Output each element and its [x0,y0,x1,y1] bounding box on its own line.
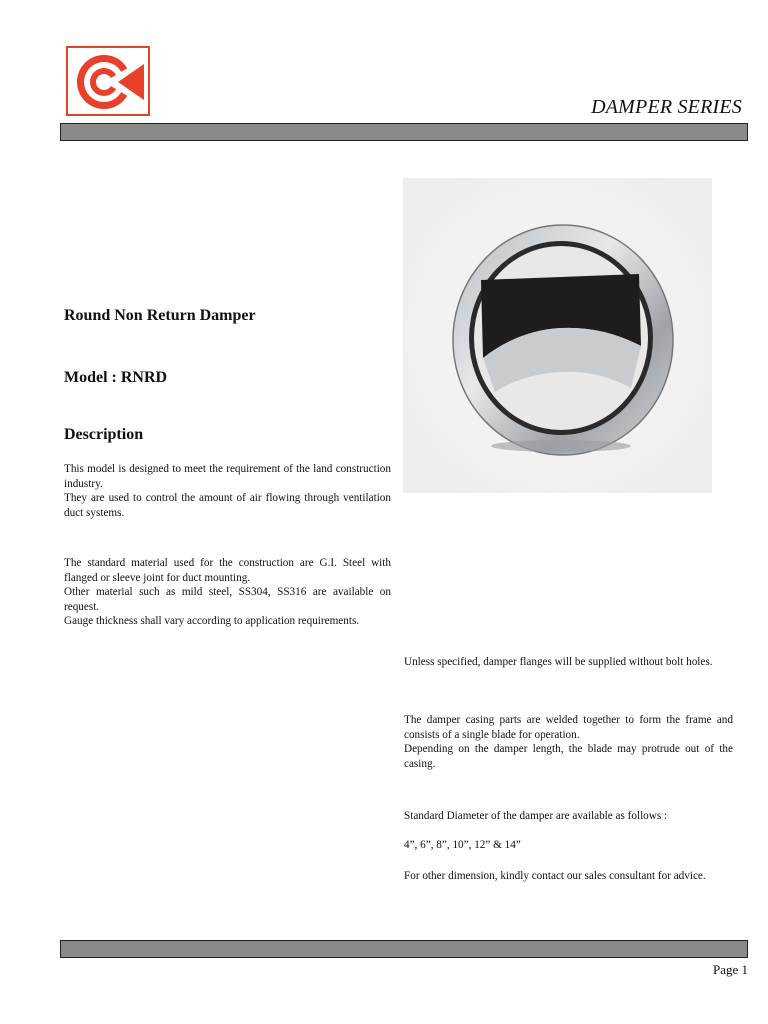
model-label: Model : RNRD [64,369,168,386]
flange-text: Unless specified, damper flanges will be supplied without bolt holes. [404,656,713,668]
casing-text: The damper casing parts are welded together to form the frame and consists of a single blade for operation. [404,714,733,741]
diameter-list [404,838,733,853]
round-damper-photo [403,178,712,493]
diameter-list-text: 4”, 6”, 8”, 10”, 12” & 14” [404,839,521,851]
diameter-intro [404,809,733,824]
series-title: DAMPER SERIES [591,96,742,118]
material-text: Other material such as mild steel, SS304, SS316 are available on request. [64,586,391,613]
casing-paragraph [404,713,733,771]
page-number: Page 1 [712,962,748,977]
material-text: Gauge thickness shall vary according to application requirements. [64,615,360,628]
casing-text: Depending on the damper length, the blade may protrude out of the casing. [404,743,733,770]
description-heading: Description [64,426,144,443]
material-text: The standard material used for the construction are G.I. Steel with flanged or sleeve joint for duct mounting. [64,557,391,584]
flange-paragraph [404,655,733,670]
material-paragraph [64,556,391,629]
footer-divider-bar [60,940,748,958]
header-divider-bar [60,123,748,141]
product-title: Round Non Return Damper [64,307,256,324]
description-text: They are used to control the amount of air flowing through ventilation duct systems. [64,492,391,519]
diameter-intro-text: Standard Diameter of the damper are available as follows : [404,810,668,822]
description-text: This model is designed to meet the requirement of the land construction industry. [64,463,391,490]
contact-paragraph [404,869,733,884]
contact-text: For other dimension, kindly contact our sales consultant for advice. [404,870,706,882]
company-logo-icon [66,46,150,116]
description-paragraph [64,462,391,520]
